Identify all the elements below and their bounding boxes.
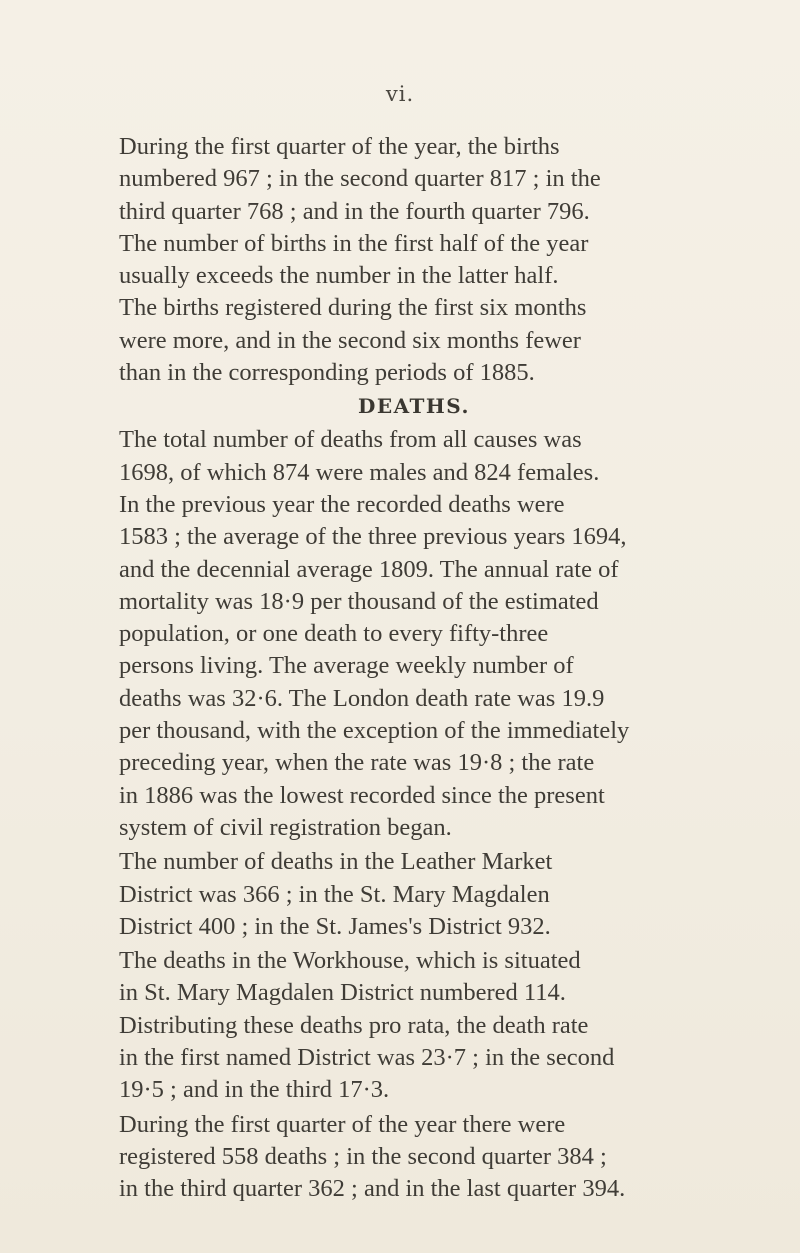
paragraph-districts [89,846,739,943]
text-line: and the decennial average 1809. The annual rate of [119,555,619,583]
text-line: 19·5 ; and in the third 17·3. [119,1076,390,1104]
text-line: population, or one death to every fifty-three [119,620,549,648]
section-heading-deaths: DEATHS. [358,394,470,419]
text-line: deaths was 32·6. The London death rate was 19.9 [119,684,605,712]
text-line: in the first named District was 23·7 ; in the second [119,1044,615,1072]
paragraph-births [89,131,739,389]
text-line: District 400 ; in the St. James's District 932. [119,912,551,940]
text-line: per thousand, with the exception of the immediately [119,717,630,745]
text-line: 1698, of which 874 were males and 824 females. [119,458,600,486]
text-line: preceding year, when the rate was 19·8 ; the rate [119,749,595,777]
paragraph-total-deaths [89,424,739,844]
text-line: The number of births in the first half of the year [119,229,589,257]
text-line: in St. Mary Magdalen District numbered 114. [119,979,566,1007]
text-line: in the third quarter 362 ; and in the last quarter 394. [119,1175,626,1203]
text-line: in 1886 was the lowest recorded since the present [119,781,605,809]
text-line: District was 366 ; in the St. Mary Magdalen [119,880,550,908]
text-line: The number of deaths in the Leather Market [119,848,553,876]
paragraph-workhouse [89,945,739,1106]
text-line: In the previous year the recorded deaths were [119,490,565,518]
text-line: Distributing these deaths pro rata, the death rate [119,1011,589,1039]
text-line: third quarter 768 ; and in the fourth quarter 796. [119,197,590,225]
text-line: were more, and in the second six months fewer [119,326,581,354]
paragraph-quarters [89,1109,739,1206]
text-line: During the first quarter of the year, the births [119,133,560,160]
text-line: registered 558 deaths ; in the second quarter 384 ; [119,1142,607,1170]
text-line: The total number of deaths from all causes was [119,426,582,454]
text-line: persons living. The average weekly number of [119,652,574,680]
text-line: The births registered during the first six months [119,294,587,322]
text-line: The deaths in the Workhouse, which is situated [119,947,581,975]
text-line: 1583 ; the average of the three previous years 1694, [119,523,627,551]
page-number: vi. [385,82,415,106]
body-text [89,131,739,1206]
text-line: During the first quarter of the year there were [119,1110,566,1138]
text-line: system of civil registration began. [119,813,452,841]
text-line: mortality was 18·9 per thousand of the estimated [119,587,599,615]
text-line: numbered 967 ; in the second quarter 817 ; in the [119,165,601,193]
text-line: than in the corresponding periods of 1885. [119,359,535,387]
text-line: usually exceeds the number in the latter half. [119,262,559,290]
